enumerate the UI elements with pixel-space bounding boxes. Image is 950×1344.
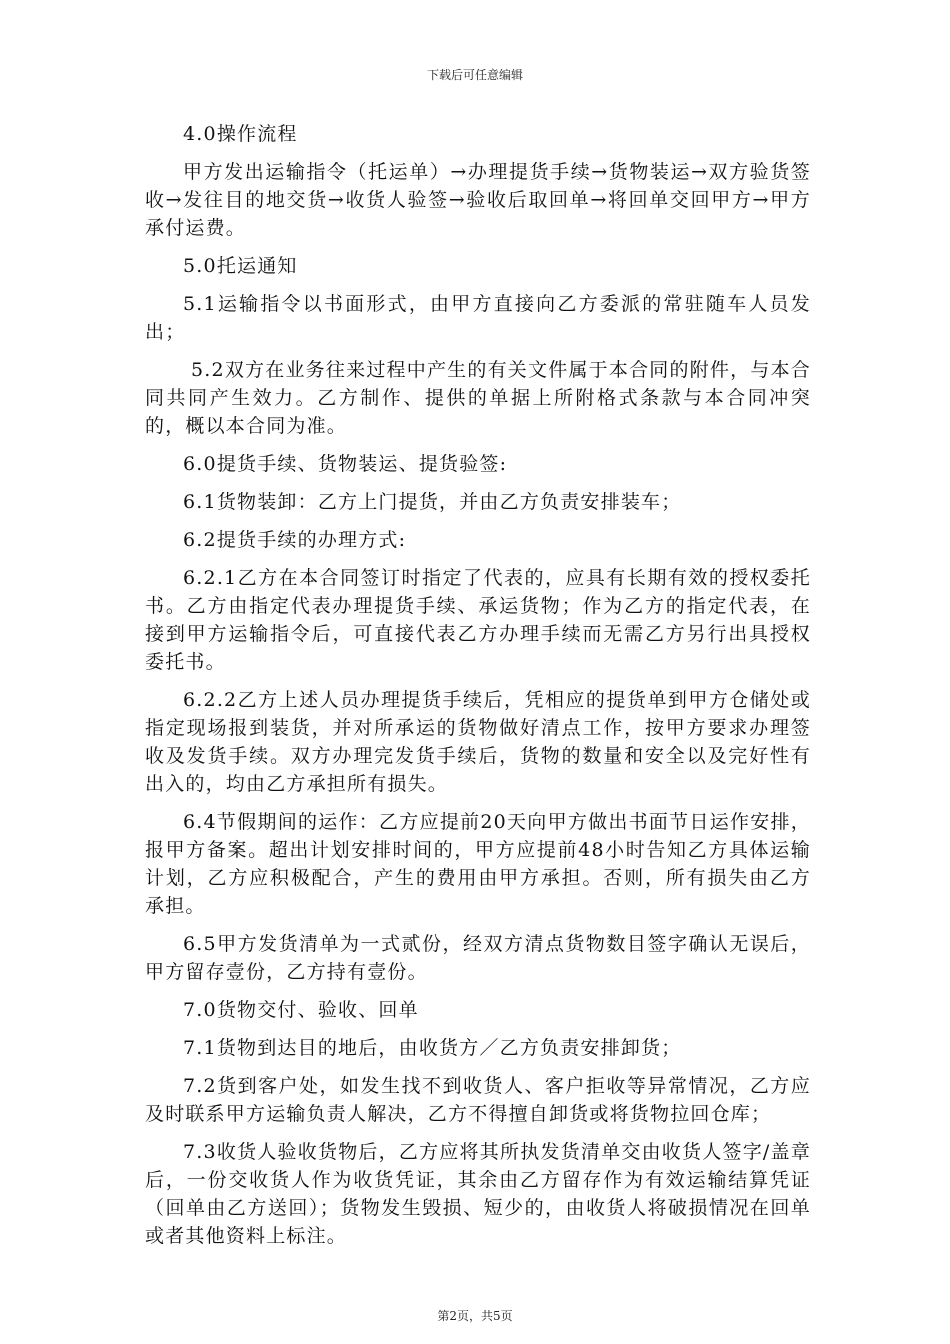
clause-5-2: 5.2双方在业务往来过程中产生的有关文件属于本合同的附件，与本合同共同产生效力。乙方制作、提供的单据上所附格式条款与本合同冲突的，概以本合同为准。	[145, 359, 811, 437]
clause-7-3: 7.3收货人验收货物后，乙方应将其所执发货清单交由收货人签字/盖章后，一份交收货人作为收货凭证，其余由乙方留存作为有效运输结算凭证（回单由乙方送回）；货物发生毁损、短少的，由收货人将破损情况在回单或者其他资料上标注。	[145, 1141, 811, 1247]
section-heading-5-0: 5.0托运通知	[183, 255, 298, 277]
clause-7-1: 7.1货物到达目的地后，由收货方／乙方负责安排卸货；	[183, 1037, 682, 1059]
clause-5-1: 5.1运输指令以书面形式，由甲方直接向乙方委派的常驻随车人员发出；	[145, 293, 811, 343]
clause-6-1: 6.1货物装卸：乙方上门提货，并由乙方负责安排装车；	[183, 491, 682, 513]
clause-7-2: 7.2货到客户处，如发生找不到收货人、客户拒收等异常情况，乙方应及时联系甲方运输负责人解决，乙方不得擅自卸货或将货物拉回仓库；	[145, 1075, 811, 1125]
paragraph-operation-flow: 甲方发出运输指令（托运单）→办理提货手续→货物装运→双方验货签收→发往目的地交货→收货人验签→验收后取回单→将回单交回甲方→甲方承付运费。	[145, 161, 811, 239]
clause-6-4: 6.4节假期间的运作：乙方应提前20天向甲方做出书面节日运作安排，报甲方备案。超出计划安排时间的，甲方应提前48小时告知乙方具体运输计划，乙方应积极配合，产生的费用由甲方承担。否则，所有损失由乙方承担。	[145, 811, 811, 917]
section-heading-6-0: 6.0提货手续、货物装运、提货验签:	[183, 453, 508, 475]
clause-6-2: 6.2提货手续的办理方式:	[183, 529, 407, 551]
clause-6-2-2: 6.2.2乙方上述人员办理提货手续后，凭相应的提货单到甲方仓储处或指定现场报到装货，并对所承运的货物做好清点工作，按甲方要求办理签收及发货手续。双方办理完发货手续后，货物的数量和安全以及完好性有出入的，均由乙方承担所有损失。	[145, 689, 811, 795]
page-header-note: 下载后可任意编辑	[426, 68, 523, 82]
clause-6-5: 6.5甲方发货清单为一式贰份，经双方清点货物数目签字确认无误后，甲方留存壹份，乙方持有壹份。	[145, 933, 811, 983]
document-body	[145, 120, 811, 1260]
clause-6-2-1: 6.2.1乙方在本合同签订时指定了代表的，应具有长期有效的授权委托书。乙方由指定代表办理提货手续、承运货物；作为乙方的指定代表，在接到甲方运输指令后，可直接代表乙方办理手续而无需乙方另行出具授权委托书。	[145, 567, 811, 673]
page-footer-number: 第2页，共5页	[437, 1309, 513, 1323]
section-heading-7-0: 7.0货物交付、验收、回单	[183, 999, 419, 1021]
section-heading-4-0: 4.0操作流程	[183, 123, 298, 145]
